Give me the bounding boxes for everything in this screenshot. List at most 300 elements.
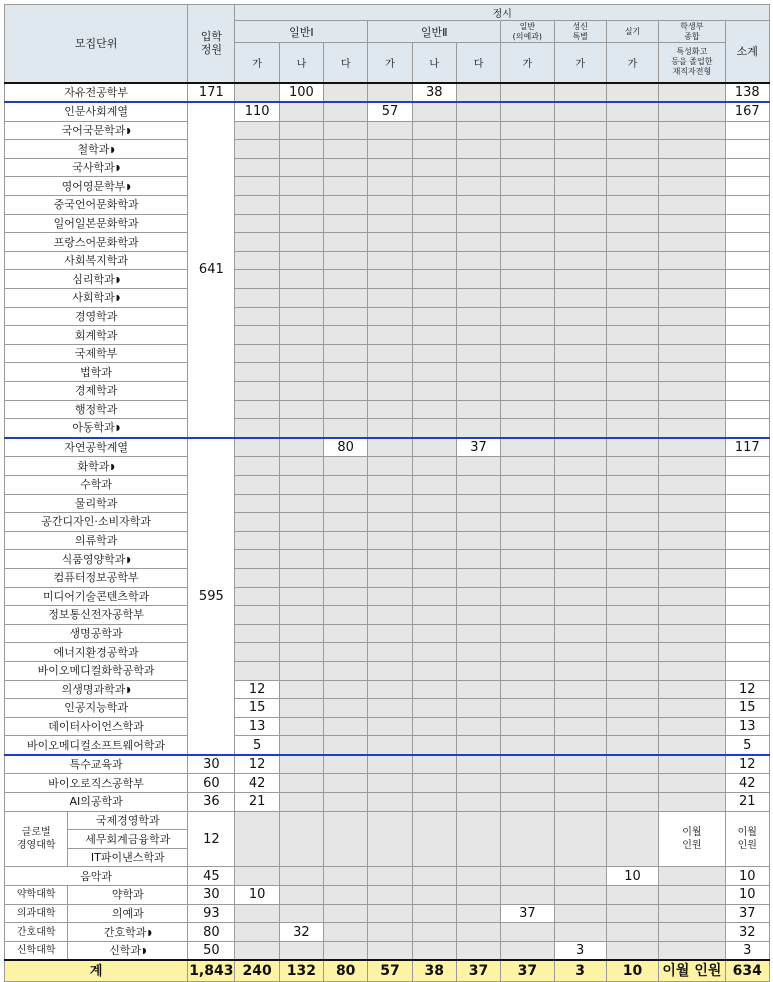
value-cell-silgi bbox=[606, 793, 658, 812]
value-cell-g2na bbox=[412, 699, 456, 718]
value-cell-g1da bbox=[324, 382, 368, 401]
dept-name-text: 특수교육과 bbox=[69, 758, 123, 772]
dept-name bbox=[5, 736, 188, 755]
value-cell-sub bbox=[725, 289, 769, 308]
value-cell-silgi bbox=[606, 196, 658, 215]
dept-name-text: 데이터사이언스학과 bbox=[48, 719, 144, 733]
value-cell-g2ga bbox=[368, 438, 412, 457]
value-cell-silgi bbox=[606, 457, 658, 476]
value-cell-seongsin bbox=[554, 624, 606, 643]
value-cell-g1ga bbox=[235, 475, 279, 494]
value-cell-g1ga bbox=[235, 457, 279, 476]
value-cell-silgi bbox=[606, 811, 658, 867]
value-cell-g1na bbox=[279, 755, 323, 774]
value-cell-record bbox=[659, 793, 725, 812]
table-row bbox=[5, 83, 770, 103]
value-cell-record bbox=[659, 755, 725, 774]
value-cell-g2na bbox=[412, 736, 456, 755]
dept-name bbox=[68, 904, 188, 923]
header-quota: 입학 정원 bbox=[188, 5, 235, 83]
dept-name-text: 국제학부 bbox=[74, 347, 118, 361]
value-cell-g1na bbox=[279, 904, 323, 923]
value-cell-g1da bbox=[324, 941, 368, 960]
value-cell-seongsin bbox=[554, 736, 606, 755]
value-cell-g2da bbox=[456, 251, 500, 270]
total-record: 이월 인원 bbox=[659, 960, 725, 982]
dept-name-text: 사회학과 bbox=[72, 291, 115, 305]
value-cell-silgi bbox=[606, 606, 658, 625]
table-row bbox=[5, 494, 770, 513]
table-row bbox=[5, 793, 770, 812]
value-cell-g1ga bbox=[235, 270, 279, 289]
value-cell-seongsin bbox=[554, 606, 606, 625]
value-cell-g2na bbox=[412, 326, 456, 345]
value-cell-gmed bbox=[501, 419, 554, 438]
value-cell-sub bbox=[725, 494, 769, 513]
table-row bbox=[5, 886, 770, 905]
value-cell-seongsin bbox=[554, 643, 606, 662]
value-cell-gmed bbox=[501, 774, 554, 793]
value-cell-gmed bbox=[501, 624, 554, 643]
table-row bbox=[5, 121, 770, 140]
value-cell-record bbox=[659, 587, 725, 606]
dept-name bbox=[5, 755, 188, 774]
dept-name bbox=[68, 830, 188, 849]
value-cell-seongsin: 3 bbox=[554, 941, 606, 960]
value-cell-record bbox=[659, 121, 725, 140]
dept-name bbox=[5, 494, 188, 513]
header-record-sub: 특성화고 등을 졸업한 재직자전형 bbox=[659, 43, 725, 83]
value-cell-silgi bbox=[606, 531, 658, 550]
value-cell-g1ga bbox=[235, 494, 279, 513]
value-cell-sub bbox=[725, 643, 769, 662]
dept-name-text: 의생명과학과 bbox=[61, 682, 126, 696]
dept-name bbox=[5, 270, 188, 289]
value-cell-g2ga bbox=[368, 326, 412, 345]
value-cell-g1ga bbox=[235, 419, 279, 438]
value-cell-g2ga bbox=[368, 886, 412, 905]
dept-name bbox=[5, 531, 188, 550]
dept-name bbox=[68, 941, 188, 960]
value-cell-g1na bbox=[279, 233, 323, 252]
dept-name-text: 공간디자인·소비자학과 bbox=[41, 515, 151, 529]
value-cell-g1ga: 42 bbox=[235, 774, 279, 793]
value-cell-g2da bbox=[456, 140, 500, 159]
value-cell-g2ga bbox=[368, 121, 412, 140]
dept-name bbox=[68, 923, 188, 942]
value-cell-seongsin bbox=[554, 494, 606, 513]
value-cell-silgi bbox=[606, 102, 658, 121]
quota-cell: 80 bbox=[188, 923, 235, 942]
value-cell-seongsin bbox=[554, 140, 606, 159]
value-cell-g1ga: 110 bbox=[235, 102, 279, 121]
value-cell-record bbox=[659, 400, 725, 419]
value-cell-g2na bbox=[412, 774, 456, 793]
value-cell-sub bbox=[725, 419, 769, 438]
total-label: 계 bbox=[5, 960, 188, 982]
value-cell-gmed bbox=[501, 867, 554, 886]
value-cell-g2da bbox=[456, 587, 500, 606]
dept-name bbox=[5, 624, 188, 643]
value-cell-gmed bbox=[501, 344, 554, 363]
value-cell-silgi bbox=[606, 326, 658, 345]
value-cell-seongsin bbox=[554, 680, 606, 699]
quota-cell: 93 bbox=[188, 904, 235, 923]
college-name: 글로벌 경영대학 bbox=[5, 811, 68, 867]
value-cell-g1ga bbox=[235, 196, 279, 215]
college-name: 약학대학 bbox=[5, 886, 68, 905]
value-cell-record bbox=[659, 438, 725, 457]
value-cell-g2da bbox=[456, 233, 500, 252]
marker-icon: ◗ bbox=[115, 274, 120, 284]
value-cell-g2na bbox=[412, 289, 456, 308]
value-cell-silgi bbox=[606, 177, 658, 196]
table-row bbox=[5, 643, 770, 662]
value-cell-g2na bbox=[412, 121, 456, 140]
value-cell-g1na bbox=[279, 587, 323, 606]
quota-cell: 45 bbox=[188, 867, 235, 886]
value-cell-seongsin bbox=[554, 755, 606, 774]
value-cell-g2na bbox=[412, 233, 456, 252]
value-cell-g1da bbox=[324, 457, 368, 476]
dept-name bbox=[5, 550, 188, 569]
value-cell-g2ga bbox=[368, 923, 412, 942]
value-cell-seongsin bbox=[554, 83, 606, 103]
value-cell-seongsin bbox=[554, 196, 606, 215]
table-row bbox=[5, 513, 770, 532]
value-cell-silgi bbox=[606, 363, 658, 382]
value-cell-gmed bbox=[501, 587, 554, 606]
marker-icon: ◗ bbox=[142, 946, 147, 956]
table-row bbox=[5, 680, 770, 699]
value-cell-g2na bbox=[412, 606, 456, 625]
value-cell-record bbox=[659, 923, 725, 942]
value-cell-g2na bbox=[412, 886, 456, 905]
value-cell-g1ga: 12 bbox=[235, 755, 279, 774]
value-cell-g2ga bbox=[368, 214, 412, 233]
value-cell-g2ga bbox=[368, 400, 412, 419]
value-cell-record bbox=[659, 307, 725, 326]
total-sub: 634 bbox=[725, 960, 769, 982]
table-row bbox=[5, 382, 770, 401]
value-cell-sub: 10 bbox=[725, 886, 769, 905]
value-cell-sub bbox=[725, 196, 769, 215]
value-cell-seongsin bbox=[554, 326, 606, 345]
value-cell-gmed bbox=[501, 289, 554, 308]
value-cell-silgi bbox=[606, 643, 658, 662]
dept-name-text: 국제경영학과 bbox=[95, 813, 160, 827]
value-cell-seongsin bbox=[554, 214, 606, 233]
dept-name bbox=[5, 699, 188, 718]
value-cell-g2na bbox=[412, 457, 456, 476]
value-cell-gmed bbox=[501, 513, 554, 532]
total-g2na: 38 bbox=[412, 960, 456, 982]
value-cell-sub bbox=[725, 587, 769, 606]
value-cell-seongsin bbox=[554, 400, 606, 419]
value-cell-g1na bbox=[279, 661, 323, 680]
value-cell-g2na bbox=[412, 941, 456, 960]
marker-icon: ◗ bbox=[126, 125, 131, 135]
value-cell-silgi bbox=[606, 755, 658, 774]
value-cell-sub bbox=[725, 531, 769, 550]
table-row bbox=[5, 475, 770, 494]
value-cell-gmed bbox=[501, 550, 554, 569]
college-name: 간호대학 bbox=[5, 923, 68, 942]
dept-name bbox=[5, 438, 188, 457]
dept-name-text: 중국언어문화학과 bbox=[53, 198, 139, 212]
value-cell-g2na bbox=[412, 214, 456, 233]
dept-name-text: 인공지능학과 bbox=[64, 701, 128, 715]
value-cell-silgi bbox=[606, 568, 658, 587]
value-cell-record bbox=[659, 606, 725, 625]
value-cell-sub bbox=[725, 550, 769, 569]
value-cell-g1ga bbox=[235, 121, 279, 140]
value-cell-seongsin bbox=[554, 904, 606, 923]
value-cell-gmed: 37 bbox=[501, 904, 554, 923]
value-cell-g1da bbox=[324, 811, 368, 867]
value-cell-sub bbox=[725, 270, 769, 289]
value-cell-g1na bbox=[279, 438, 323, 457]
value-cell-sub bbox=[725, 307, 769, 326]
header-silgi: 실기 bbox=[606, 21, 658, 43]
value-cell-record bbox=[659, 102, 725, 121]
value-cell-g2da bbox=[456, 307, 500, 326]
value-cell-g1ga bbox=[235, 867, 279, 886]
table-row bbox=[5, 214, 770, 233]
dept-name-text: 아동학과 bbox=[72, 421, 115, 435]
total-row bbox=[5, 960, 770, 982]
value-cell-g1da bbox=[324, 140, 368, 159]
value-cell-sub: 42 bbox=[725, 774, 769, 793]
value-cell-record bbox=[659, 941, 725, 960]
value-cell-g1ga bbox=[235, 550, 279, 569]
dept-name-text: 바이오메디컬화학공학과 bbox=[37, 664, 155, 678]
value-cell-g2da bbox=[456, 699, 500, 718]
dept-name bbox=[5, 177, 188, 196]
value-cell-sub: 15 bbox=[725, 699, 769, 718]
dept-name-text: 일어일본문화학과 bbox=[53, 216, 139, 230]
table-row bbox=[5, 289, 770, 308]
value-cell-g1na bbox=[279, 793, 323, 812]
value-cell-g1na bbox=[279, 699, 323, 718]
value-cell-g1na bbox=[279, 326, 323, 345]
value-cell-g2ga bbox=[368, 755, 412, 774]
header-g1-da: 다 bbox=[324, 43, 368, 83]
value-cell-gmed bbox=[501, 83, 554, 103]
dept-name-text: 국어국문학과 bbox=[61, 123, 126, 137]
value-cell-record bbox=[659, 661, 725, 680]
value-cell-gmed bbox=[501, 121, 554, 140]
value-cell-g1na bbox=[279, 177, 323, 196]
dept-name-text: 바이오메디컬소프트웨어학과 bbox=[27, 738, 166, 752]
value-cell-g2ga bbox=[368, 419, 412, 438]
value-cell-sub bbox=[725, 568, 769, 587]
value-cell-g2na bbox=[412, 102, 456, 121]
table-row bbox=[5, 624, 770, 643]
value-cell-g1da bbox=[324, 196, 368, 215]
value-cell-g2da bbox=[456, 717, 500, 736]
table-row bbox=[5, 531, 770, 550]
value-cell-g2da bbox=[456, 606, 500, 625]
value-cell-sub: 12 bbox=[725, 755, 769, 774]
value-cell-g1ga bbox=[235, 344, 279, 363]
value-cell-g2da bbox=[456, 568, 500, 587]
value-cell-g2na bbox=[412, 382, 456, 401]
value-cell-sub bbox=[725, 400, 769, 419]
value-cell-g1na bbox=[279, 251, 323, 270]
value-cell-g1ga bbox=[235, 606, 279, 625]
value-cell-g2da bbox=[456, 661, 500, 680]
table-row bbox=[5, 606, 770, 625]
value-cell-g2ga bbox=[368, 811, 412, 867]
table-row bbox=[5, 587, 770, 606]
value-cell-sub: 138 bbox=[725, 83, 769, 103]
value-cell-gmed bbox=[501, 886, 554, 905]
value-cell-silgi bbox=[606, 214, 658, 233]
value-cell-record: 이월 인원 bbox=[659, 811, 725, 867]
value-cell-g1na bbox=[279, 717, 323, 736]
dept-name-text: 자유전공학부 bbox=[64, 85, 128, 99]
value-cell-g1na bbox=[279, 158, 323, 177]
value-cell-seongsin bbox=[554, 793, 606, 812]
value-cell-g1na bbox=[279, 140, 323, 159]
value-cell-gmed bbox=[501, 736, 554, 755]
dept-name-text: 컴퓨터정보공학부 bbox=[53, 571, 139, 585]
dept-name bbox=[5, 717, 188, 736]
value-cell-gmed bbox=[501, 140, 554, 159]
value-cell-record bbox=[659, 196, 725, 215]
value-cell-g2da bbox=[456, 643, 500, 662]
value-cell-gmed bbox=[501, 251, 554, 270]
value-cell-g2da bbox=[456, 289, 500, 308]
header-g1-ga: 가 bbox=[235, 43, 279, 83]
value-cell-g2da bbox=[456, 904, 500, 923]
value-cell-record bbox=[659, 736, 725, 755]
quota-cell: 30 bbox=[188, 886, 235, 905]
value-cell-seongsin bbox=[554, 177, 606, 196]
header-general-med: 일반 (의예과) bbox=[501, 21, 554, 43]
dept-name bbox=[5, 568, 188, 587]
value-cell-g1na bbox=[279, 214, 323, 233]
table-row bbox=[5, 400, 770, 419]
value-cell-record bbox=[659, 214, 725, 233]
value-cell-g2ga bbox=[368, 793, 412, 812]
value-cell-g2na bbox=[412, 661, 456, 680]
value-cell-g1na bbox=[279, 121, 323, 140]
dept-name-text: 물리학과 bbox=[74, 496, 118, 510]
value-cell-gmed bbox=[501, 363, 554, 382]
value-cell-g2ga bbox=[368, 867, 412, 886]
value-cell-g1ga bbox=[235, 661, 279, 680]
value-cell-silgi bbox=[606, 233, 658, 252]
value-cell-seongsin bbox=[554, 661, 606, 680]
value-cell-g2ga bbox=[368, 531, 412, 550]
value-cell-g1na bbox=[279, 811, 323, 867]
value-cell-g2na bbox=[412, 811, 456, 867]
value-cell-gmed bbox=[501, 214, 554, 233]
dept-name-text: 경영학과 bbox=[74, 309, 118, 323]
value-cell-silgi bbox=[606, 344, 658, 363]
dept-name bbox=[5, 326, 188, 345]
value-cell-g1da bbox=[324, 419, 368, 438]
value-cell-g2da bbox=[456, 196, 500, 215]
value-cell-g1ga: 15 bbox=[235, 699, 279, 718]
value-cell-g2da bbox=[456, 531, 500, 550]
dept-name-text: 심리학과 bbox=[72, 272, 115, 286]
value-cell-g2na bbox=[412, 419, 456, 438]
dept-name bbox=[5, 419, 188, 438]
value-cell-g2ga bbox=[368, 363, 412, 382]
table-row bbox=[5, 344, 770, 363]
value-cell-g2ga bbox=[368, 699, 412, 718]
value-cell-g2ga bbox=[368, 289, 412, 308]
table-row bbox=[5, 941, 770, 960]
value-cell-silgi bbox=[606, 382, 658, 401]
dept-name bbox=[5, 475, 188, 494]
value-cell-silgi bbox=[606, 307, 658, 326]
marker-icon: ◗ bbox=[126, 684, 131, 694]
value-cell-sub: 37 bbox=[725, 904, 769, 923]
table-row bbox=[5, 774, 770, 793]
dept-name-text: 미디어기술콘텐츠학과 bbox=[42, 589, 150, 603]
value-cell-record bbox=[659, 158, 725, 177]
value-cell-g2ga bbox=[368, 513, 412, 532]
value-cell-g1da bbox=[324, 661, 368, 680]
value-cell-g1ga bbox=[235, 624, 279, 643]
total-g1ga: 240 bbox=[235, 960, 279, 982]
table-row bbox=[5, 661, 770, 680]
value-cell-gmed bbox=[501, 177, 554, 196]
value-cell-g1da bbox=[324, 568, 368, 587]
value-cell-sub bbox=[725, 382, 769, 401]
value-cell-silgi bbox=[606, 513, 658, 532]
quota-cell: 60 bbox=[188, 774, 235, 793]
value-cell-record bbox=[659, 270, 725, 289]
value-cell-g2ga bbox=[368, 680, 412, 699]
value-cell-gmed bbox=[501, 457, 554, 476]
value-cell-seongsin bbox=[554, 550, 606, 569]
value-cell-g1da bbox=[324, 177, 368, 196]
value-cell-g1ga bbox=[235, 214, 279, 233]
total-silgi: 10 bbox=[606, 960, 658, 982]
value-cell-g1na bbox=[279, 643, 323, 662]
value-cell-record bbox=[659, 140, 725, 159]
value-cell-gmed bbox=[501, 923, 554, 942]
value-cell-g2ga bbox=[368, 568, 412, 587]
value-cell-record bbox=[659, 457, 725, 476]
quota-cell: 641 bbox=[188, 102, 235, 438]
value-cell-sub bbox=[725, 121, 769, 140]
header-silgi-ga: 가 bbox=[606, 43, 658, 83]
value-cell-gmed bbox=[501, 382, 554, 401]
value-cell-sub bbox=[725, 251, 769, 270]
value-cell-record bbox=[659, 177, 725, 196]
header-g2-ga: 가 bbox=[368, 43, 412, 83]
value-cell-g1na bbox=[279, 307, 323, 326]
quota-cell: 595 bbox=[188, 438, 235, 755]
value-cell-g1ga: 5 bbox=[235, 736, 279, 755]
header-general2: 일반Ⅱ bbox=[368, 21, 501, 43]
quota-cell: 12 bbox=[188, 811, 235, 867]
value-cell-g2ga bbox=[368, 270, 412, 289]
value-cell-g1da bbox=[324, 83, 368, 103]
value-cell-g2da bbox=[456, 270, 500, 289]
table-row bbox=[5, 755, 770, 774]
total-g1na: 132 bbox=[279, 960, 323, 982]
value-cell-silgi bbox=[606, 680, 658, 699]
value-cell-g1ga bbox=[235, 382, 279, 401]
dept-name bbox=[5, 196, 188, 215]
